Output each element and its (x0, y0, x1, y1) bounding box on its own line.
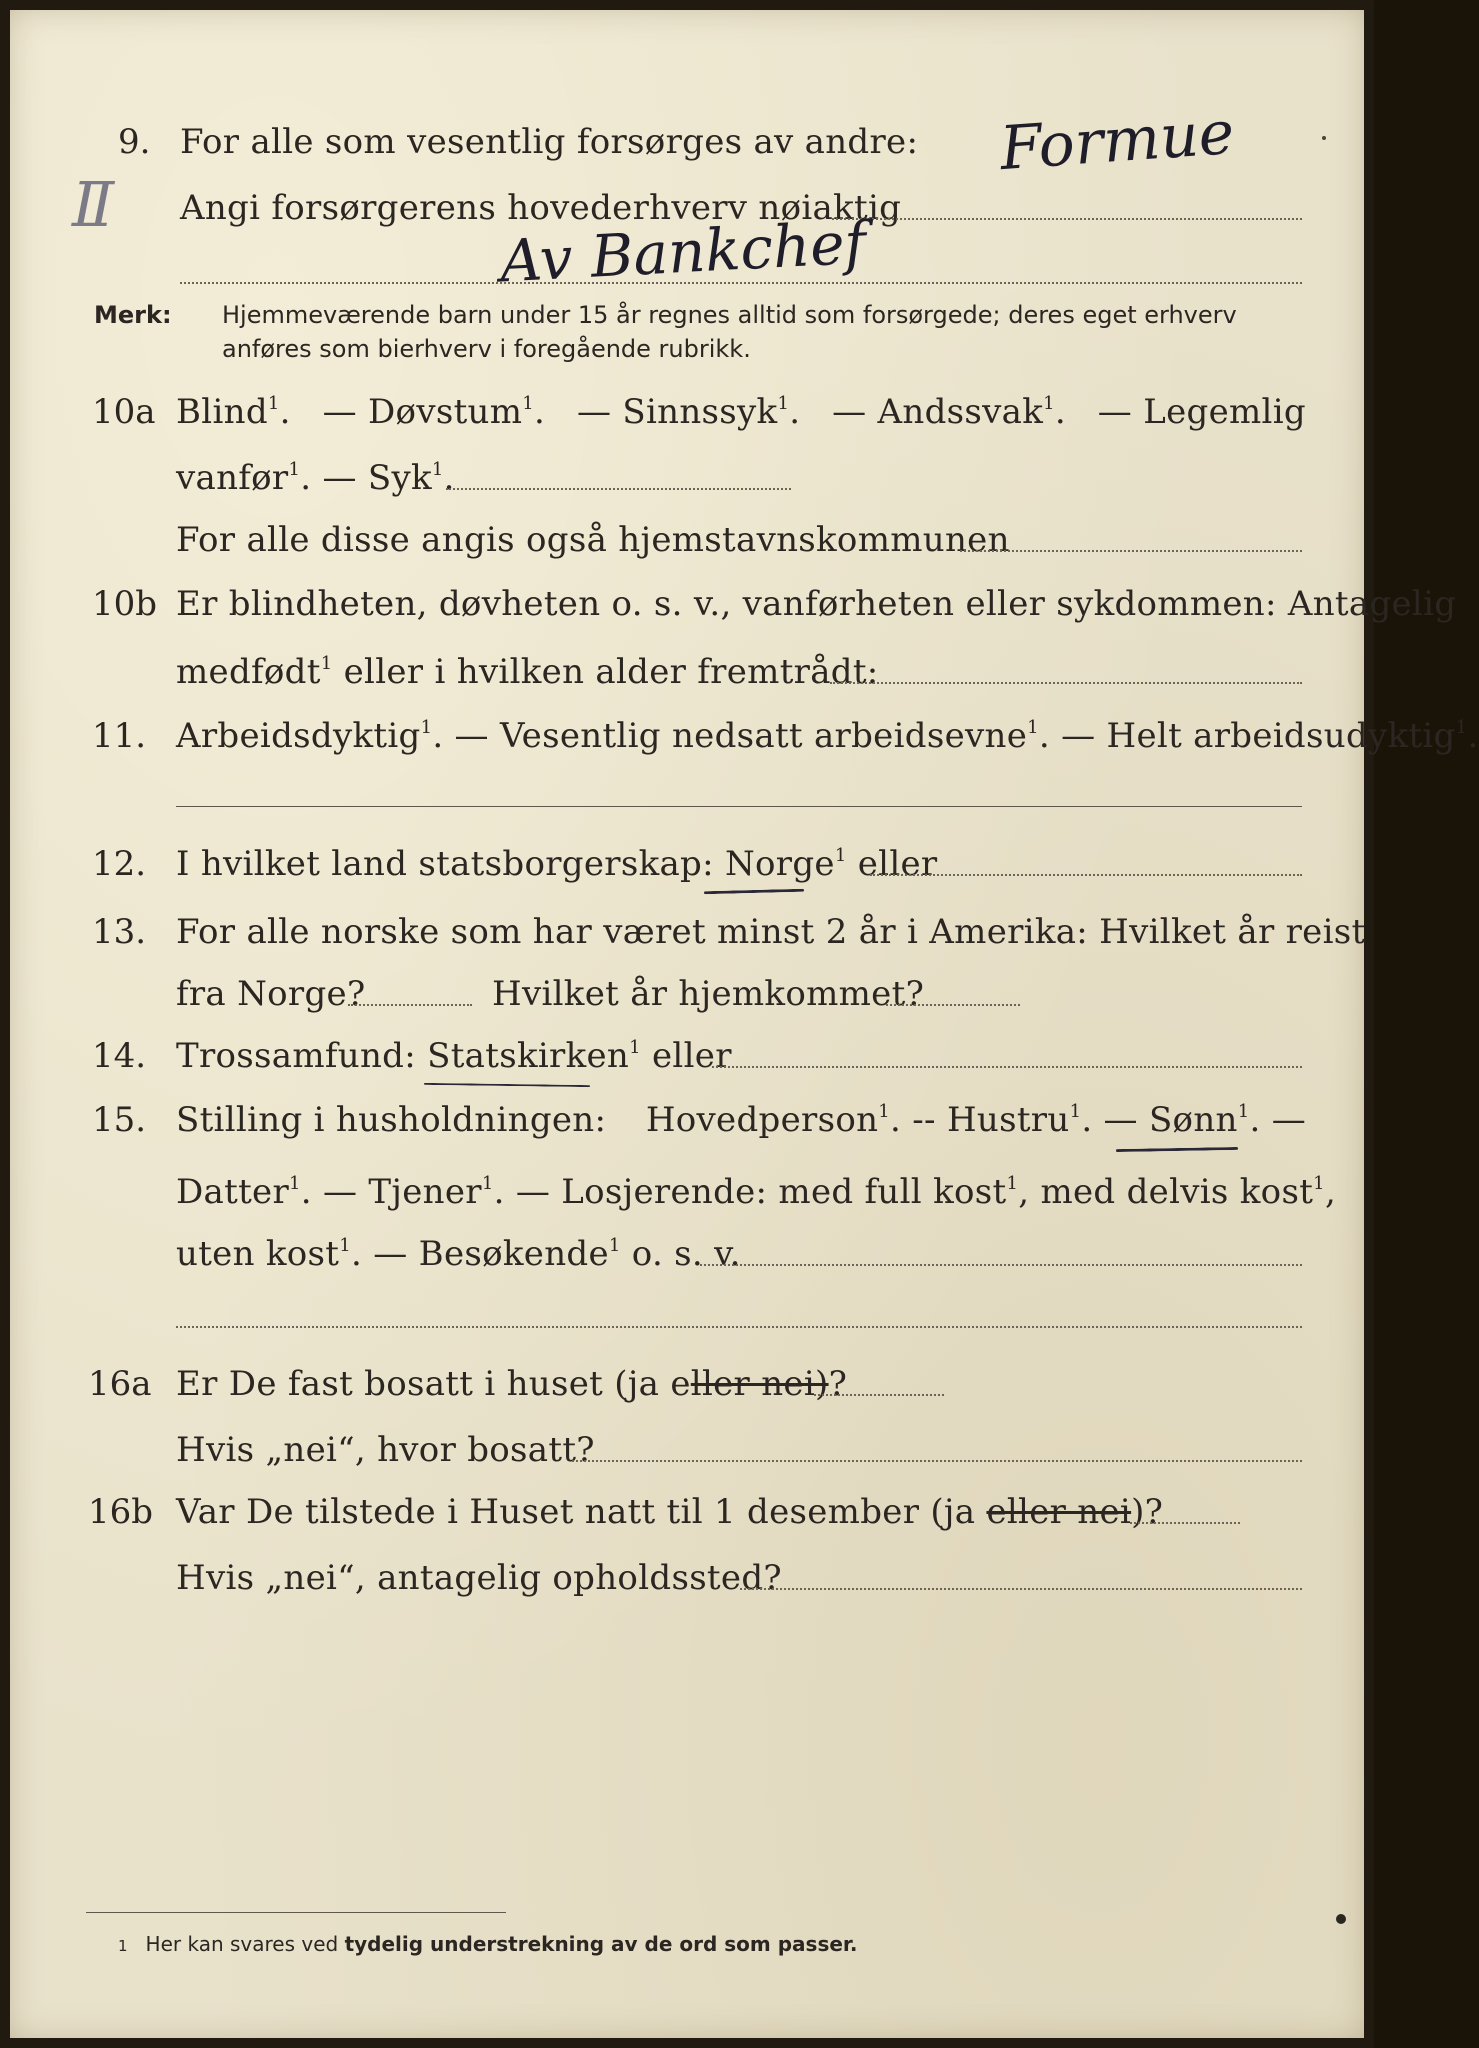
option-legemlig: — Legemlig (1097, 392, 1306, 432)
q15-number: 15. (92, 1100, 147, 1140)
q16b-struck-text: eller nei (986, 1492, 1132, 1532)
q9-handwritten-answer-1: Formue (997, 97, 1237, 185)
q12-number: 12. (92, 844, 147, 884)
option-andssvak: — Andssvak (832, 392, 1044, 432)
q9-margin-mark: Ⅱ (72, 168, 115, 241)
q16b-answer-line-2 (740, 1588, 1302, 1590)
q10a-answer-line-2 (960, 550, 1302, 552)
q10a-number: 10a (92, 392, 156, 432)
q14-statskirken-underline (424, 1083, 590, 1087)
q16b-line1: Var De tilstede i Huset natt til 1 desember (ja eller nei)? (176, 1492, 1164, 1532)
q16b-answer-line-1 (1130, 1522, 1240, 1524)
q15-answer-line-1 (700, 1264, 1302, 1266)
q13-number: 13. (92, 912, 147, 952)
q10a-line1: Blind$^1$. — Døvstum$^1$. — Sinnssyk$^1$. — Andssvak$^1$. — Legemlig (176, 392, 1306, 432)
footnote-separator (86, 1912, 506, 1913)
q9-line2: Angi forsørgerens hovederhverv nøiaktig (180, 188, 902, 228)
q15-sonn-underline (1116, 1147, 1238, 1152)
merk-line1: Hjemmeværende barn under 15 år regnes alltid som forsørgede; deres eget erhverv (222, 301, 1237, 329)
q10a-line3: For alle disse angis også hjemstavnskommunen (176, 520, 1010, 560)
q16a-answer-line-2 (572, 1460, 1302, 1462)
q11-answer-line (176, 806, 1302, 807)
option-sinnssyk: — Sinnssyk (576, 392, 778, 432)
q9-line1: For alle som vesentlig forsørges av andre: (180, 122, 919, 162)
q16a-number: 16a (88, 1364, 152, 1404)
q10b-line1: Er blindheten, døvheten o. s. v., vanførheten eller sykdommen: Antagelig (176, 584, 1457, 624)
merk-label: Merk: (94, 301, 172, 329)
q16a-answer-line-1 (814, 1394, 944, 1396)
q14-statskirken: Statskirken (427, 1036, 630, 1076)
option-blind: Blind (176, 392, 268, 432)
q11-line: Arbeidsdyktig$^1$. — Vesentlig nedsatt arbeidsevne$^1$. — Helt arbeidsudyktig$^1$. (176, 716, 1479, 756)
q10b-answer-line (830, 682, 1302, 684)
option-syk: — Syk (322, 458, 432, 498)
merk-line2: anføres som bierhverv i foregående rubrikk. (222, 335, 751, 363)
q15-line3: uten kost$^1$. — Besøkende$^1$ o. s. v. (176, 1234, 741, 1274)
ink-speck (1336, 1914, 1346, 1924)
q14-answer-line (712, 1066, 1302, 1068)
q16a-line1: Er De fast bosatt i huset (ja eller nei)? (176, 1364, 848, 1404)
q15-answer-line-2 (176, 1326, 1302, 1328)
q9-handwritten-answer-2: Av Bankchef (498, 208, 868, 296)
q10a-answer-line-1 (446, 488, 791, 490)
q12-line: I hvilket land statsborgerskap: Norge$^1$ eller (176, 844, 938, 884)
q16a-struck-text: ller nei) (690, 1364, 829, 1404)
q10b-line2: medfødt$^1$ eller i hvilken alder fremtrådt: (176, 652, 879, 692)
q10a-line2: vanfør$^1$. — Syk$^1$. (176, 458, 455, 498)
q13-answer-line-1 (348, 1004, 472, 1006)
q12-answer-line (870, 874, 1302, 876)
q15-sonn: Sønn (1148, 1100, 1238, 1140)
option-dovstum: — Døvstum (322, 392, 523, 432)
q11-number: 11. (92, 716, 147, 756)
q10b-number: 10b (92, 584, 158, 624)
q13-line1: For alle norske som har været minst 2 år i Amerika: Hvilket år reist (176, 912, 1366, 952)
q16b-line2: Hvis „nei“, antagelig opholdssted? (176, 1558, 782, 1598)
q14-number: 14. (92, 1036, 147, 1076)
q12-norge-underline (704, 889, 804, 895)
q14-line: Trossamfund: Statskirken$^1$ eller (176, 1036, 732, 1076)
q13-answer-line-2 (886, 1004, 1020, 1006)
footnote: 1 Her kan svares ved tydelig understrekning av de ord som passer. (118, 1932, 858, 1956)
q13-line2-b: Hvilket år hjemkommet? (492, 974, 925, 1014)
option-vanfor: vanfør (176, 458, 289, 498)
q13-line2-a: fra Norge? (176, 974, 366, 1014)
ink-speck-small (1322, 136, 1326, 140)
q9-number: 9. (118, 122, 151, 162)
q15-line1: Stilling i husholdningen: Hovedperson$^1$. -- Hustru$^1$. — Sønn$^1$. — (176, 1100, 1306, 1140)
q15-line2: Datter$^1$. — Tjener$^1$. — Losjerende: med full kost$^1$, med delvis kost$^1$, (176, 1172, 1337, 1212)
q16b-number: 16b (88, 1492, 154, 1532)
q12-norge: Norge (724, 844, 835, 884)
q16a-line2: Hvis „nei“, hvor bosatt? (176, 1430, 595, 1470)
footnote-mark: 1 (118, 1937, 128, 1955)
q9-answer-line-1 (832, 218, 1302, 220)
